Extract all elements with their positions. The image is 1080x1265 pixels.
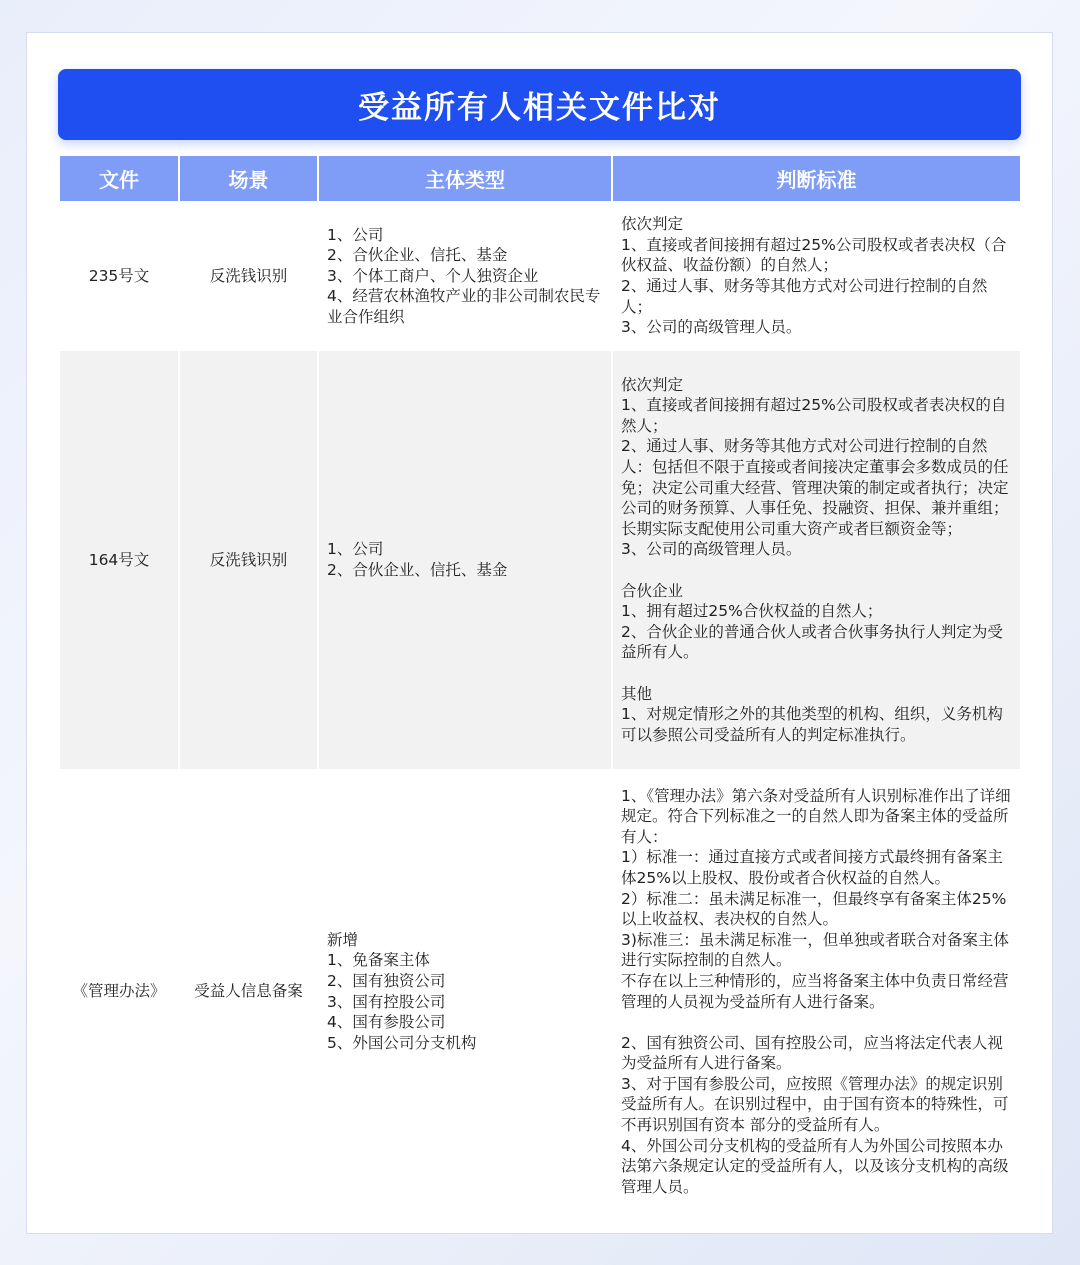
page-title: 受益所有人相关文件比对: [358, 90, 721, 126]
cell-scene: 受益人信息备案: [180, 769, 317, 1214]
header-file: 文件: [60, 156, 178, 201]
cell-types: [319, 351, 611, 769]
cell-scene: 反洗钱识别: [180, 351, 317, 769]
comparison-table: [58, 156, 1022, 1214]
cell-types: [319, 769, 611, 1214]
cell-line: 1）标准一：通过直接方式或者间接方式最终拥有备案主体25%以上股权、股份或者合伙权益的自然人。: [621, 848, 1003, 887]
cell-line: 1、公司: [327, 540, 384, 559]
cell-line: 1、《管理办法》第六条对受益所有人识别标准作出了详细规定。符合下列标准之一的自然人即为备案主体的受益所有人：: [621, 786, 1011, 846]
cell-line: 3、公司的高级管理人员。: [621, 540, 802, 559]
cell-line: 依次判定: [621, 215, 684, 234]
cell-line: 3、国有控股公司: [327, 992, 446, 1011]
cell-line: 4、外国公司分支机构的受益所有人为外国公司按照本办法第六条规定认定的受益所有人，以及该分支机构的高级管理人员。: [621, 1136, 1009, 1196]
cell-line: 3、公司的高级管理人员。: [621, 318, 802, 337]
cell-line: 2、通过人事、财务等其他方式对公司进行控制的自然人：包括但不限于直接或者间接决定董事会多数成员的任免；决定公司重大经营、管理决策的制定或者执行；决定公司的财务预算、人事任免、投融资、担保、兼并重组；长期实际支配使用公司重大资产或者巨额资金等；: [621, 437, 1009, 538]
cell-line: [621, 560, 1018, 581]
table-row: [60, 769, 1020, 1214]
cell-line: 合伙企业: [621, 581, 684, 600]
cell-types: [319, 201, 611, 351]
cell-line: 2、国有独资公司、国有控股公司，应当将法定代表人视为受益所有人进行备案。: [621, 1033, 1003, 1073]
cell-line: [621, 663, 1018, 684]
cell-line: 2、国有独资公司: [327, 971, 446, 990]
cell-line: 2、通过人事、财务等其他方式对公司进行控制的自然人；: [621, 277, 988, 316]
cell-line: 3、对于国有参股公司，应按照《管理办法》的规定识别受益所有人。在识别过程中，由于国有资本的特殊性，可不再识别国有资本 部分的受益所有人。: [621, 1074, 1009, 1135]
table-row: [60, 201, 1020, 351]
header-scene: 场景: [180, 156, 317, 201]
cell-line: 不存在以上三种情形的，应当将备案主体中负责日常经营管理的人员视为受益所有人进行备案。: [621, 971, 1009, 1011]
table-header-row: [60, 156, 1020, 201]
cell-doc: 《管理办法》: [60, 769, 178, 1214]
header-criteria: 判断标准: [613, 156, 1020, 201]
cell-line: 2、合伙企业、信托、基金: [327, 246, 508, 265]
cell-line: 3、个体工商户、个人独资企业: [327, 266, 539, 285]
cell-scene: 反洗钱识别: [180, 201, 317, 351]
header-entity-type: 主体类型: [319, 156, 611, 201]
cell-line: 1、公司: [327, 225, 384, 244]
cell-line: 1、直接或者间接拥有超过25%公司股权或者表决权的自然人；: [621, 396, 1007, 435]
cell-line: 5、外国公司分支机构: [327, 1033, 477, 1052]
table-row: [60, 351, 1020, 769]
cell-line: 依次判定: [621, 375, 684, 394]
cell-line: 其他: [621, 684, 653, 703]
cell-line: 3)标准三：虽未满足标准一，但单独或者联合对备案主体进行实际控制的自然人。: [621, 930, 1009, 970]
cell-line: 1、免备案主体: [327, 951, 430, 970]
cell-line: [621, 1012, 1018, 1033]
cell-line: 1、直接或者间接拥有超过25%公司股权或者表决权（合伙权益、收益份额）的自然人；: [621, 235, 1007, 275]
cell-doc: 235号文: [60, 201, 178, 351]
cell-line: 2、合伙企业的普通合伙人或者合伙事务执行人判定为受益所有人。: [621, 622, 1003, 662]
cell-line: 新增: [327, 930, 359, 949]
cell-line: 2）标准二：虽未满足标准一，但最终享有备案主体25%以上收益权、表决权的自然人。: [621, 889, 1007, 929]
title-banner: [58, 69, 1021, 140]
cell-line: 4、国有参股公司: [327, 1013, 446, 1032]
cell-criteria: [613, 351, 1020, 769]
cell-doc: 164号文: [60, 351, 178, 769]
cell-criteria: [613, 769, 1020, 1214]
cell-line: 4、经营农林渔牧产业的非公司制农民专业合作组织: [327, 287, 601, 326]
cell-line: 2、合伙企业、信托、基金: [327, 561, 508, 579]
cell-line: 1、对规定情形之外的其他类型的机构、组织，义务机构可以参照公司受益所有人的判定标准执行。: [621, 705, 1003, 744]
cell-criteria: [613, 201, 1020, 351]
cell-line: 1、拥有超过25%合伙权益的自然人；: [621, 602, 883, 621]
